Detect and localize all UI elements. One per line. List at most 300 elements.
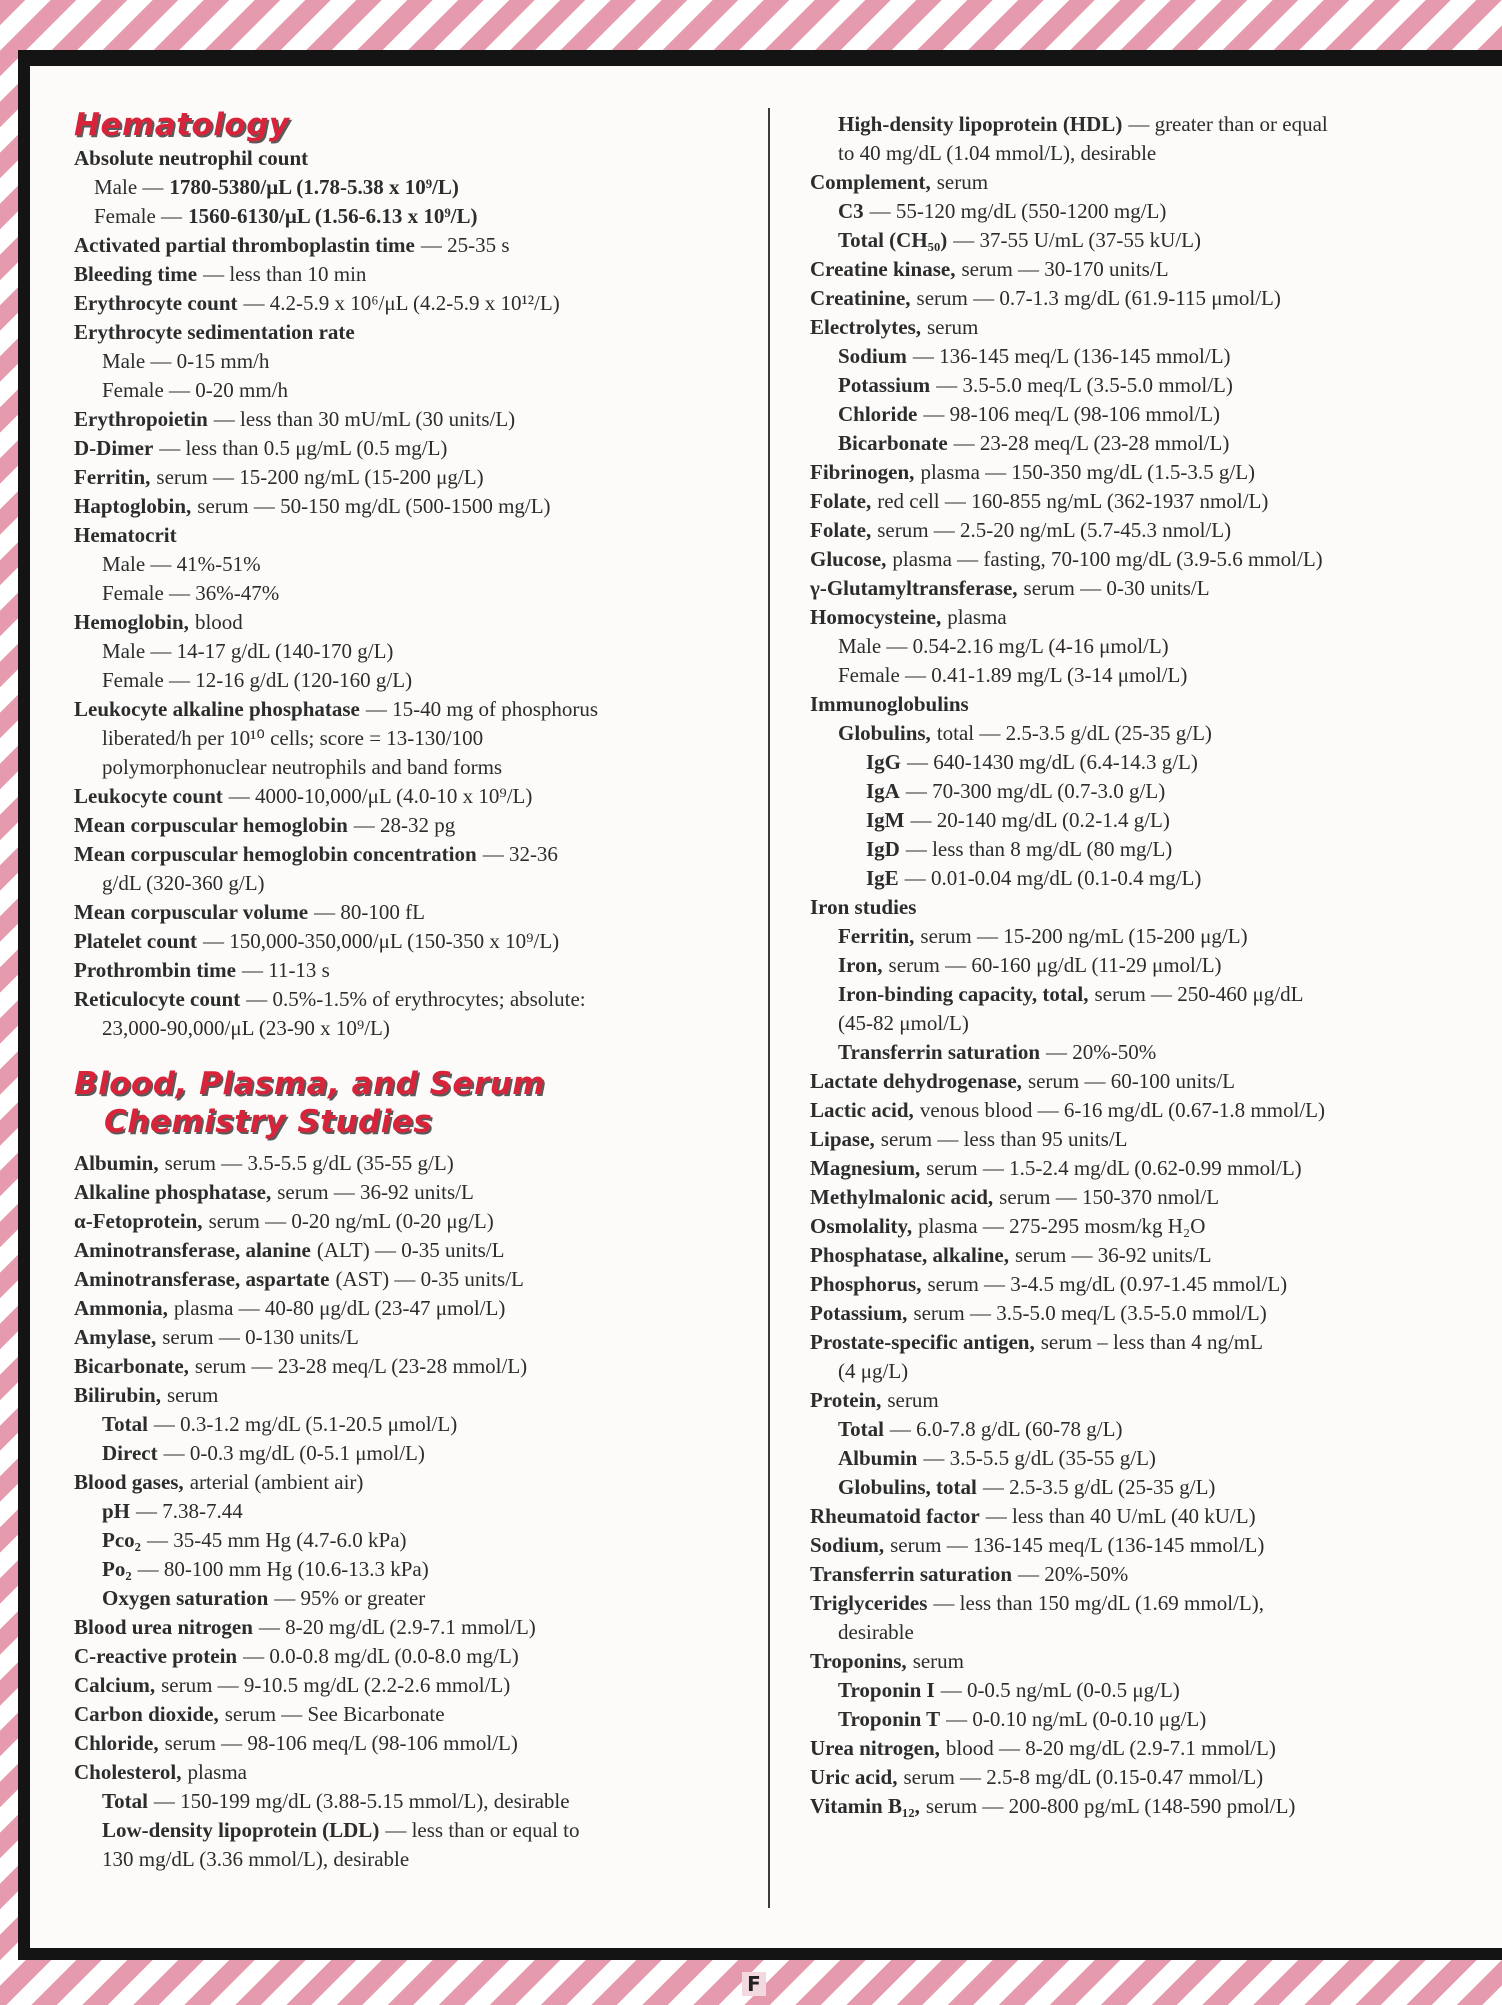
list-item — [74, 608, 774, 637]
reference-value: — 15-40 mg of phosphorus — [365, 697, 599, 721]
test-name: Mean corpuscular hemoglobin — [74, 813, 348, 837]
reference-value: serum — 3-4.5 mg/dL (0.97-1.45 mmol/L) — [927, 1272, 1288, 1296]
list-item — [810, 690, 1500, 719]
test-name: Lipase, — [810, 1127, 875, 1151]
reference-value: serum — 36-92 units/L — [277, 1180, 474, 1204]
reference-value: serum — 136-145 meq/L (136-145 mmol/L) — [890, 1533, 1265, 1557]
test-name: IgG — [866, 750, 902, 774]
list-item — [810, 1241, 1500, 1270]
reference-value: — less than 150 mg/dL (1.69 mmol/L), — [933, 1591, 1264, 1615]
list-item — [74, 1207, 774, 1236]
reference-value: g/dL (320-360 g/L) — [102, 871, 265, 895]
list-item — [810, 400, 1500, 429]
reference-value: serum — 0-30 units/L — [1023, 576, 1210, 600]
list-item — [810, 661, 1500, 690]
reference-value: Female — — [94, 204, 183, 228]
reference-value: total — 2.5-3.5 g/dL (25-35 g/L) — [936, 721, 1212, 745]
test-name: α-Fetoprotein, — [74, 1209, 203, 1233]
reference-value: serum — 150-370 nmol/L — [999, 1185, 1220, 1209]
list-item — [810, 777, 1500, 806]
reference-value: serum — 1.5-2.4 mg/dL (0.62-0.99 mmol/L) — [926, 1156, 1302, 1180]
list-item — [74, 434, 774, 463]
test-name: Hemoglobin, — [74, 610, 189, 634]
list-item — [810, 1415, 1500, 1444]
reference-value: Male — — [94, 175, 164, 199]
list-item — [810, 835, 1500, 864]
list-item — [810, 1067, 1500, 1096]
list-item — [74, 637, 774, 666]
reference-value-bold: 1780-5380/μL (1.78-5.38 x 10⁹/L) — [169, 175, 459, 199]
left-column — [74, 66, 774, 1874]
list-item — [810, 1125, 1500, 1154]
test-name: Troponins, — [810, 1649, 907, 1673]
test-name: Prostate-specific antigen, — [810, 1330, 1035, 1354]
list-item — [810, 1444, 1500, 1473]
test-name: Platelet count — [74, 929, 198, 953]
list-item — [810, 1618, 1500, 1647]
reference-page — [30, 66, 1502, 1948]
list-item — [74, 724, 774, 753]
list-item — [74, 1555, 774, 1584]
test-name: Carbon dioxide, — [74, 1702, 219, 1726]
reference-value: — less than 40 U/mL (40 kU/L) — [985, 1504, 1256, 1528]
test-name: Leukocyte alkaline phosphatase — [74, 697, 360, 721]
reference-value: — 28-32 pg — [353, 813, 456, 837]
test-name: Hematocrit — [74, 523, 177, 547]
list-item — [810, 1154, 1500, 1183]
test-name: IgM — [866, 808, 905, 832]
list-item — [74, 1671, 774, 1700]
list-item — [74, 579, 774, 608]
reference-value: — 80-100 fL — [314, 900, 425, 924]
list-item — [810, 342, 1500, 371]
list-item — [74, 811, 774, 840]
reference-value: liberated/h per 10¹⁰ cells; score = 13-130/100 — [102, 726, 484, 750]
list-item — [810, 864, 1500, 893]
reference-value: — 0.3-1.2 mg/dL (5.1-20.5 μmol/L) — [153, 1412, 458, 1436]
list-item — [74, 1816, 774, 1845]
test-name: Total — [838, 1417, 884, 1441]
list-item — [810, 1502, 1500, 1531]
list-item — [810, 1386, 1500, 1415]
list-item — [74, 1014, 774, 1043]
test-name: Troponin I — [838, 1678, 935, 1702]
list-item — [74, 1410, 774, 1439]
list-item — [74, 898, 774, 927]
test-name: Amylase, — [74, 1325, 157, 1349]
list-item — [74, 1845, 774, 1874]
list-item — [74, 1149, 774, 1178]
test-name: Ammonia, — [74, 1296, 168, 1320]
reference-value: serum — [912, 1649, 965, 1673]
list-item — [74, 202, 774, 231]
reference-value: serum — See Bicarbonate — [224, 1702, 445, 1726]
reference-value: — 2.5-3.5 g/dL (25-35 g/L) — [982, 1475, 1216, 1499]
list-item — [74, 927, 774, 956]
test-name: Potassium, — [810, 1301, 908, 1325]
list-item — [74, 1352, 774, 1381]
test-name: Immunoglobulins — [810, 692, 969, 716]
reference-value: Male — 14-17 g/dL (140-170 g/L) — [102, 639, 394, 663]
test-name: Po₂ — [102, 1557, 132, 1581]
list-item — [74, 1758, 774, 1787]
reference-value: — 0.01-0.04 mg/dL (0.1-0.4 mg/L) — [904, 866, 1202, 890]
reference-value: — less than 0.5 μg/mL (0.5 mg/L) — [159, 436, 448, 460]
reference-value: Female — 12-16 g/dL (120-160 g/L) — [102, 668, 413, 692]
test-name: Chloride, — [74, 1731, 159, 1755]
list-item — [810, 1734, 1500, 1763]
list-item — [810, 806, 1500, 835]
list-item — [74, 1497, 774, 1526]
test-name: Direct — [102, 1441, 158, 1465]
reference-value: Female — 0.41-1.89 mg/L (3-14 μmol/L) — [838, 663, 1188, 687]
test-name: Uric acid, — [810, 1765, 898, 1789]
test-name: IgE — [866, 866, 899, 890]
test-name: Transferrin saturation — [838, 1040, 1041, 1064]
list-item — [74, 1178, 774, 1207]
list-item — [810, 951, 1500, 980]
test-name: Total (CH₅₀) — [838, 228, 948, 252]
test-name: Homocysteine, — [810, 605, 942, 629]
list-item — [74, 1729, 774, 1758]
list-item — [810, 1473, 1500, 1502]
reference-value-bold: 1560-6130/μL (1.56-6.13 x 10⁹/L) — [188, 204, 478, 228]
list-item — [810, 632, 1500, 661]
test-name: Methylmalonic acid, — [810, 1185, 994, 1209]
reference-value: serum — 60-100 units/L — [1027, 1069, 1236, 1093]
test-name: Alkaline phosphatase, — [74, 1180, 272, 1204]
test-name: Aminotransferase, aspartate — [74, 1267, 330, 1291]
list-item — [810, 168, 1500, 197]
list-item — [810, 371, 1500, 400]
list-item — [810, 922, 1500, 951]
list-item — [810, 1763, 1500, 1792]
list-item — [810, 255, 1500, 284]
list-item — [74, 666, 774, 695]
list-item — [810, 429, 1500, 458]
test-name: Globulins, — [838, 721, 931, 745]
reference-value: — 150-199 mg/dL (3.88-5.15 mmol/L), desirable — [153, 1789, 570, 1813]
test-name: Bicarbonate — [838, 431, 948, 455]
test-name: C-reactive protein — [74, 1644, 238, 1668]
reference-value: plasma — [947, 605, 1007, 629]
list-item — [810, 1328, 1500, 1357]
test-name: Creatinine, — [810, 286, 911, 310]
test-name: Bleeding time — [74, 262, 198, 286]
reference-value: serum — [927, 315, 979, 339]
list-item — [74, 1236, 774, 1265]
reference-value: serum — 3.5-5.0 meq/L (3.5-5.0 mmol/L) — [913, 1301, 1267, 1325]
chemistry-heading-line1: Blood, Plasma, and Serum — [74, 1066, 546, 1102]
list-item — [810, 603, 1500, 632]
test-name: Erythropoietin — [74, 407, 208, 431]
list-item — [810, 487, 1500, 516]
reference-value: serum — 200-800 pg/mL (148-590 pmol/L) — [925, 1794, 1296, 1818]
list-item — [74, 289, 774, 318]
list-item — [74, 463, 774, 492]
test-name: Blood urea nitrogen — [74, 1615, 253, 1639]
test-name: Globulins, total — [838, 1475, 977, 1499]
test-name: Mean corpuscular volume — [74, 900, 309, 924]
reference-value: serum — [936, 170, 989, 194]
list-item — [74, 231, 774, 260]
reference-value: serum — 9-10.5 mg/dL (2.2-2.6 mmol/L) — [161, 1673, 511, 1697]
list-item — [810, 1589, 1500, 1618]
list-item — [810, 284, 1500, 313]
reference-value: (4 μg/L) — [838, 1359, 909, 1383]
list-item — [74, 840, 774, 869]
test-name: Iron studies — [810, 895, 917, 919]
test-name: Creatine kinase, — [810, 257, 956, 281]
test-name: Ferritin, — [838, 924, 915, 948]
test-name: Protein, — [810, 1388, 882, 1412]
test-name: Aminotransferase, alanine — [74, 1238, 311, 1262]
test-name: Folate, — [810, 518, 872, 542]
reference-value: 130 mg/dL (3.36 mmol/L), desirable — [102, 1847, 410, 1871]
reference-value: — 8-20 mg/dL (2.9-7.1 mmol/L) — [258, 1615, 536, 1639]
reference-value: serum — 0-130 units/L — [162, 1325, 359, 1349]
reference-value: — 7.38-7.44 — [136, 1499, 243, 1523]
list-item — [74, 1526, 774, 1555]
reference-value: Female — 36%-47% — [102, 581, 280, 605]
list-item — [74, 1294, 774, 1323]
test-name: Sodium — [838, 344, 907, 368]
list-item — [810, 1357, 1500, 1386]
test-name: Albumin — [838, 1446, 918, 1470]
reference-value: — 37-55 U/mL (37-55 kU/L) — [953, 228, 1201, 252]
test-name: Total — [102, 1789, 148, 1813]
reference-value: — 6.0-7.8 g/dL (60-78 g/L) — [889, 1417, 1123, 1441]
hematology-list — [74, 144, 774, 1043]
reference-value: serum — 15-200 ng/mL (15-200 μg/L) — [156, 465, 484, 489]
test-name: Osmolality, — [810, 1214, 913, 1238]
test-name: Rheumatoid factor — [810, 1504, 980, 1528]
list-item — [74, 492, 774, 521]
list-item — [74, 260, 774, 289]
list-item — [810, 1647, 1500, 1676]
test-name: Lactate dehydrogenase, — [810, 1069, 1022, 1093]
reference-value: — 20%-50% — [1018, 1562, 1129, 1586]
reference-value: — 3.5-5.0 meq/L (3.5-5.0 mmol/L) — [936, 373, 1233, 397]
reference-value: — 20%-50% — [1046, 1040, 1157, 1064]
reference-value: 23,000-90,000/μL (23-90 x 10⁹/L) — [102, 1016, 390, 1040]
test-name: Albumin, — [74, 1151, 159, 1175]
test-name: Activated partial thromboplastin time — [74, 233, 415, 257]
reference-value: serum — 60-160 μg/dL (11-29 μmol/L) — [888, 953, 1222, 977]
list-item — [810, 1676, 1500, 1705]
test-name: Erythrocyte sedimentation rate — [74, 320, 355, 344]
list-item — [810, 226, 1500, 255]
reference-value: to 40 mg/dL (1.04 mmol/L), desirable — [838, 141, 1157, 165]
test-name: Phosphatase, alkaline, — [810, 1243, 1009, 1267]
list-item — [810, 719, 1500, 748]
test-name: Reticulocyte count — [74, 987, 241, 1011]
test-name: Haptoglobin, — [74, 494, 192, 518]
test-name: Oxygen saturation — [102, 1586, 269, 1610]
reference-value: serum — 2.5-20 ng/mL (5.7-45.3 nmol/L) — [877, 518, 1232, 542]
test-name: C3 — [838, 199, 864, 223]
list-item — [810, 516, 1500, 545]
list-item — [74, 1642, 774, 1671]
test-name: Leukocyte count — [74, 784, 223, 808]
reference-value: blood — [194, 610, 243, 634]
test-name: Sodium, — [810, 1533, 885, 1557]
list-item — [74, 695, 774, 724]
list-item — [810, 574, 1500, 603]
list-item — [810, 980, 1500, 1009]
reference-value: Male — 0.54-2.16 mg/L (4-16 μmol/L) — [838, 634, 1169, 658]
list-item — [810, 1560, 1500, 1589]
reference-value: Male — 0-15 mm/h — [102, 349, 270, 373]
reference-value: (ALT) — 0-35 units/L — [316, 1238, 505, 1262]
list-item — [74, 753, 774, 782]
list-item — [810, 748, 1500, 777]
test-name: Pco₂ — [102, 1528, 141, 1552]
reference-value: — 4000-10,000/μL (4.0-10 x 10⁹/L) — [228, 784, 533, 808]
reference-value: — 23-28 meq/L (23-28 mmol/L) — [953, 431, 1230, 455]
reference-value: serum — less than 95 units/L — [880, 1127, 1128, 1151]
list-item — [74, 869, 774, 898]
test-name: High-density lipoprotein (HDL) — [838, 112, 1123, 136]
test-name: Blood gases, — [74, 1470, 184, 1494]
reference-value: plasma — fasting, 70-100 mg/dL (3.9-5.6 mmol/L) — [892, 547, 1323, 571]
reference-value: serum — 30-170 units/L — [961, 257, 1169, 281]
test-name: Troponin T — [838, 1707, 941, 1731]
list-item — [74, 347, 774, 376]
reference-value: serum – less than 4 ng/mL — [1040, 1330, 1263, 1354]
reference-value: serum — [166, 1383, 219, 1407]
test-name: Calcium, — [74, 1673, 156, 1697]
reference-value: (45-82 μmol/L) — [838, 1011, 969, 1035]
chemistry-list-right — [810, 110, 1500, 1821]
test-name: IgA — [866, 779, 900, 803]
test-name: Glucose, — [810, 547, 887, 571]
reference-value: blood — 8-20 mg/dL (2.9-7.1 mmol/L) — [945, 1736, 1276, 1760]
test-name: D-Dimer — [74, 436, 154, 460]
hematology-heading: Hematology — [74, 107, 290, 143]
reference-value: desirable — [838, 1620, 914, 1644]
test-name: Fibrinogen, — [810, 460, 915, 484]
reference-value: — 32-36 — [482, 842, 558, 866]
list-item — [810, 110, 1500, 139]
test-name: γ-Glutamyltransferase, — [810, 576, 1018, 600]
test-name: Vitamin B₁₂, — [810, 1794, 920, 1818]
list-item — [810, 1009, 1500, 1038]
reference-value: — 0-0.5 ng/mL (0-0.5 μg/L) — [940, 1678, 1180, 1702]
reference-value: — 150,000-350,000/μL (150-350 x 10⁹/L) — [203, 929, 560, 953]
list-item — [74, 956, 774, 985]
list-item — [810, 1531, 1500, 1560]
list-item — [74, 1265, 774, 1294]
list-item — [810, 1299, 1500, 1328]
reference-value: serum — 3.5-5.5 g/dL (35-55 g/L) — [164, 1151, 454, 1175]
test-name: Erythrocyte count — [74, 291, 238, 315]
test-name: Transferrin saturation — [810, 1562, 1013, 1586]
list-item — [74, 985, 774, 1014]
reference-value: — 98-106 meq/L (98-106 mmol/L) — [923, 402, 1221, 426]
test-name: Bicarbonate, — [74, 1354, 189, 1378]
list-item — [810, 545, 1500, 574]
reference-value: plasma — 275-295 mosm/kg H₂O — [918, 1214, 1206, 1238]
reference-value: — 80-100 mm Hg (10.6-13.3 kPa) — [137, 1557, 429, 1581]
reference-value: plasma — [187, 1760, 247, 1784]
reference-value: serum — 98-106 meq/L (98-106 mmol/L) — [164, 1731, 518, 1755]
list-item — [810, 1792, 1500, 1821]
test-name: IgD — [866, 837, 900, 861]
list-item — [74, 1613, 774, 1642]
reference-value: Male — 41%-51% — [102, 552, 261, 576]
list-item — [810, 1038, 1500, 1067]
test-name: Chloride — [838, 402, 918, 426]
list-item — [810, 1183, 1500, 1212]
reference-value: — 35-45 mm Hg (4.7-6.0 kPa) — [146, 1528, 407, 1552]
list-item — [74, 405, 774, 434]
reference-value: — 0.0-0.8 mg/dL (0.0-8.0 mg/L) — [243, 1644, 519, 1668]
test-name: Bilirubin, — [74, 1383, 161, 1407]
list-item — [74, 173, 774, 202]
right-column — [810, 66, 1500, 1821]
test-name: pH — [102, 1499, 131, 1523]
reference-value: plasma — 150-350 mg/dL (1.5-3.5 g/L) — [920, 460, 1256, 484]
reference-value: arterial (ambient air) — [189, 1470, 364, 1494]
list-item — [74, 318, 774, 347]
reference-value: venous blood — 6-16 mg/dL (0.67-1.8 mmol/L) — [919, 1098, 1325, 1122]
reference-value: plasma — 40-80 μg/dL (23-47 μmol/L) — [173, 1296, 506, 1320]
reference-value: — 136-145 meq/L (136-145 mmol/L) — [912, 344, 1231, 368]
list-item — [74, 1323, 774, 1352]
chemistry-heading-line2: Chemistry Studies — [104, 1104, 433, 1140]
reference-value: serum — 23-28 meq/L (23-28 mmol/L) — [194, 1354, 528, 1378]
chemistry-list-left — [74, 1149, 774, 1874]
list-item — [74, 521, 774, 550]
list-item — [810, 893, 1500, 922]
test-name: Complement, — [810, 170, 931, 194]
reference-value: — 95% or greater — [274, 1586, 426, 1610]
reference-value: red cell — 160-855 ng/mL (362-1937 nmol/L) — [877, 489, 1269, 513]
test-name: Lactic acid, — [810, 1098, 914, 1122]
reference-value: serum — 2.5-8 mg/dL (0.15-0.47 mmol/L) — [903, 1765, 1264, 1789]
list-item — [810, 458, 1500, 487]
test-name: Low-density lipoprotein (LDL) — [102, 1818, 380, 1842]
reference-value: serum — 250-460 μg/dL — [1094, 982, 1304, 1006]
reference-value: Female — 0-20 mm/h — [102, 378, 289, 402]
test-name: Electrolytes, — [810, 315, 921, 339]
reference-value: — 11-13 s — [241, 958, 330, 982]
test-name: Folate, — [810, 489, 872, 513]
reference-value: — 3.5-5.5 g/dL (35-55 g/L) — [923, 1446, 1156, 1470]
list-item — [74, 1584, 774, 1613]
reference-value: serum — [887, 1388, 939, 1412]
test-name: Triglycerides — [810, 1591, 928, 1615]
test-name: Iron, — [838, 953, 883, 977]
list-item — [810, 1096, 1500, 1125]
test-name: Total — [102, 1412, 148, 1436]
test-name: Mean corpuscular hemoglobin concentration — [74, 842, 477, 866]
reference-value: — 4.2-5.9 x 10⁶/μL (4.2-5.9 x 10¹²/L) — [243, 291, 560, 315]
reference-value: serum — 50-150 mg/dL (500-1500 mg/L) — [197, 494, 551, 518]
list-item — [810, 1212, 1500, 1241]
list-item — [74, 1468, 774, 1497]
reference-value: — less than 30 mU/mL (30 units/L) — [213, 407, 516, 431]
list-item — [810, 139, 1500, 168]
test-name: Absolute neutrophil count — [74, 146, 309, 170]
list-item — [74, 1439, 774, 1468]
test-name: Magnesium, — [810, 1156, 921, 1180]
page-letter: F — [742, 1972, 766, 1996]
test-name: Cholesterol, — [74, 1760, 182, 1784]
reference-value: — 55-120 mg/dL (550-1200 mg/L) — [869, 199, 1167, 223]
reference-value: — 640-1430 mg/dL (6.4-14.3 g/L) — [907, 750, 1198, 774]
